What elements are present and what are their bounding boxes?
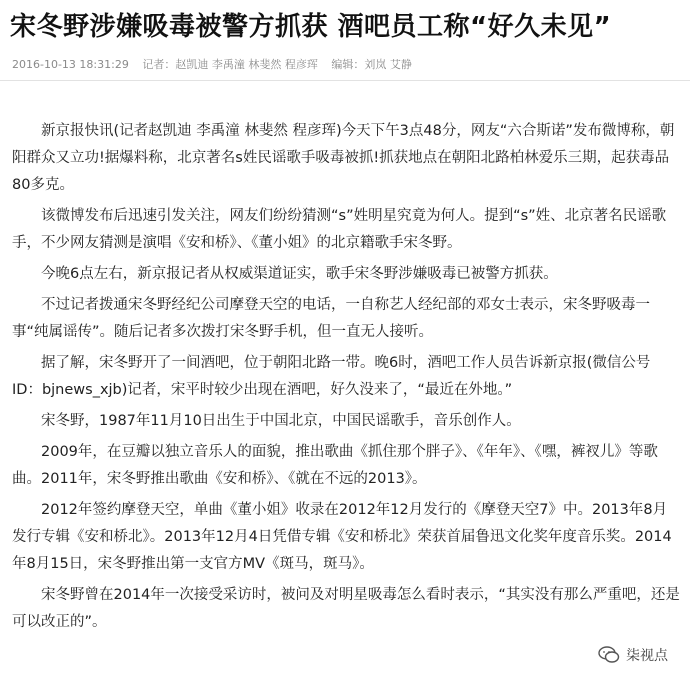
paragraph: 该微博发布后迅速引发关注，网友们纷纷猜测“s”姓明星究竟为何人。提到“s”姓、北京著名民谣歌手，不少网友猜测是演唱《安和桥》、《董小姐》的北京籍歌手宋冬野。 xyxy=(12,208,667,251)
paragraph: 今晚6点左右，新京报记者从权威渠道证实，歌手宋冬野涉嫌吸毒已被警方抓获。 xyxy=(41,266,558,282)
article-meta xyxy=(12,56,682,72)
paragraph: 宋冬野，1987年11月10日出生于中国北京，中国民谣歌手，音乐创作人。 xyxy=(41,413,521,429)
article-headline: 宋冬野涉嫌吸毒被警方抓获 酒吧员工称“好久未见” xyxy=(10,12,612,42)
reporter-credits: 记者：赵凯迪 李禹潼 林斐然 程彦珲 xyxy=(142,58,318,71)
paragraph: 据了解，宋冬野开了一间酒吧，位于朝阳北路一带。晚6时，酒吧工作人员告诉新京报(微信公号ID：bjnews_xjb)记者，宋平时较少出现在酒吧，好久没来了，“最近在外地。” xyxy=(12,355,651,398)
article-body xyxy=(12,118,680,640)
watermark-text: 柒视点 xyxy=(626,648,668,664)
paragraph: 2009年，在豆瓣以独立音乐人的面貌，推出歌曲《抓住那个胖子》、《年年》、《嘿，裤衩儿》等歌曲。2011年，宋冬野推出歌曲《安和桥》、《就在不远的2013》。 xyxy=(12,444,658,487)
publish-datetime: 2016-10-13 18:31:29 xyxy=(12,58,129,71)
source-watermark xyxy=(594,644,672,666)
paragraph: 不过记者拨通宋冬野经纪公司摩登天空的电话，一自称艺人经纪部的邓女士表示，宋冬野吸毒一事“纯属谣传”。随后记者多次拨打宋冬野手机，但一直无人接听。 xyxy=(12,297,650,340)
divider xyxy=(0,80,690,81)
paragraph: 宋冬野曾在2014年一次接受采访时，被问及对明星吸毒怎么看时表示，“其实没有那么严重吧，还是可以改正的”。 xyxy=(12,587,680,630)
wechat-icon xyxy=(598,646,620,664)
paragraph: 2012年签约摩登天空，单曲《董小姐》收录在2012年12月发行的《摩登天空7》中。2013年8月发行专辑《安和桥北》。2013年12月4日凭借专辑《安和桥北》荣获首届鲁迅文化奖年度音乐奖。2014年8月15日，宋冬野推出第一支官方MV《斑马，斑马》。 xyxy=(12,502,672,572)
editor-credits: 编辑：刘岚 艾静 xyxy=(331,58,412,71)
paragraph: 新京报快讯(记者赵凯迪 李禹潼 林斐然 程彦珲)今天下午3点48分，网友“六合斯诺”发布微博称，朝阳群众又立功!据爆料称，北京著名s姓民谣歌手吸毒被抓!抓获地点在朝阳北路柏林爱乐三期，起获毒品80多克。 xyxy=(12,123,675,193)
